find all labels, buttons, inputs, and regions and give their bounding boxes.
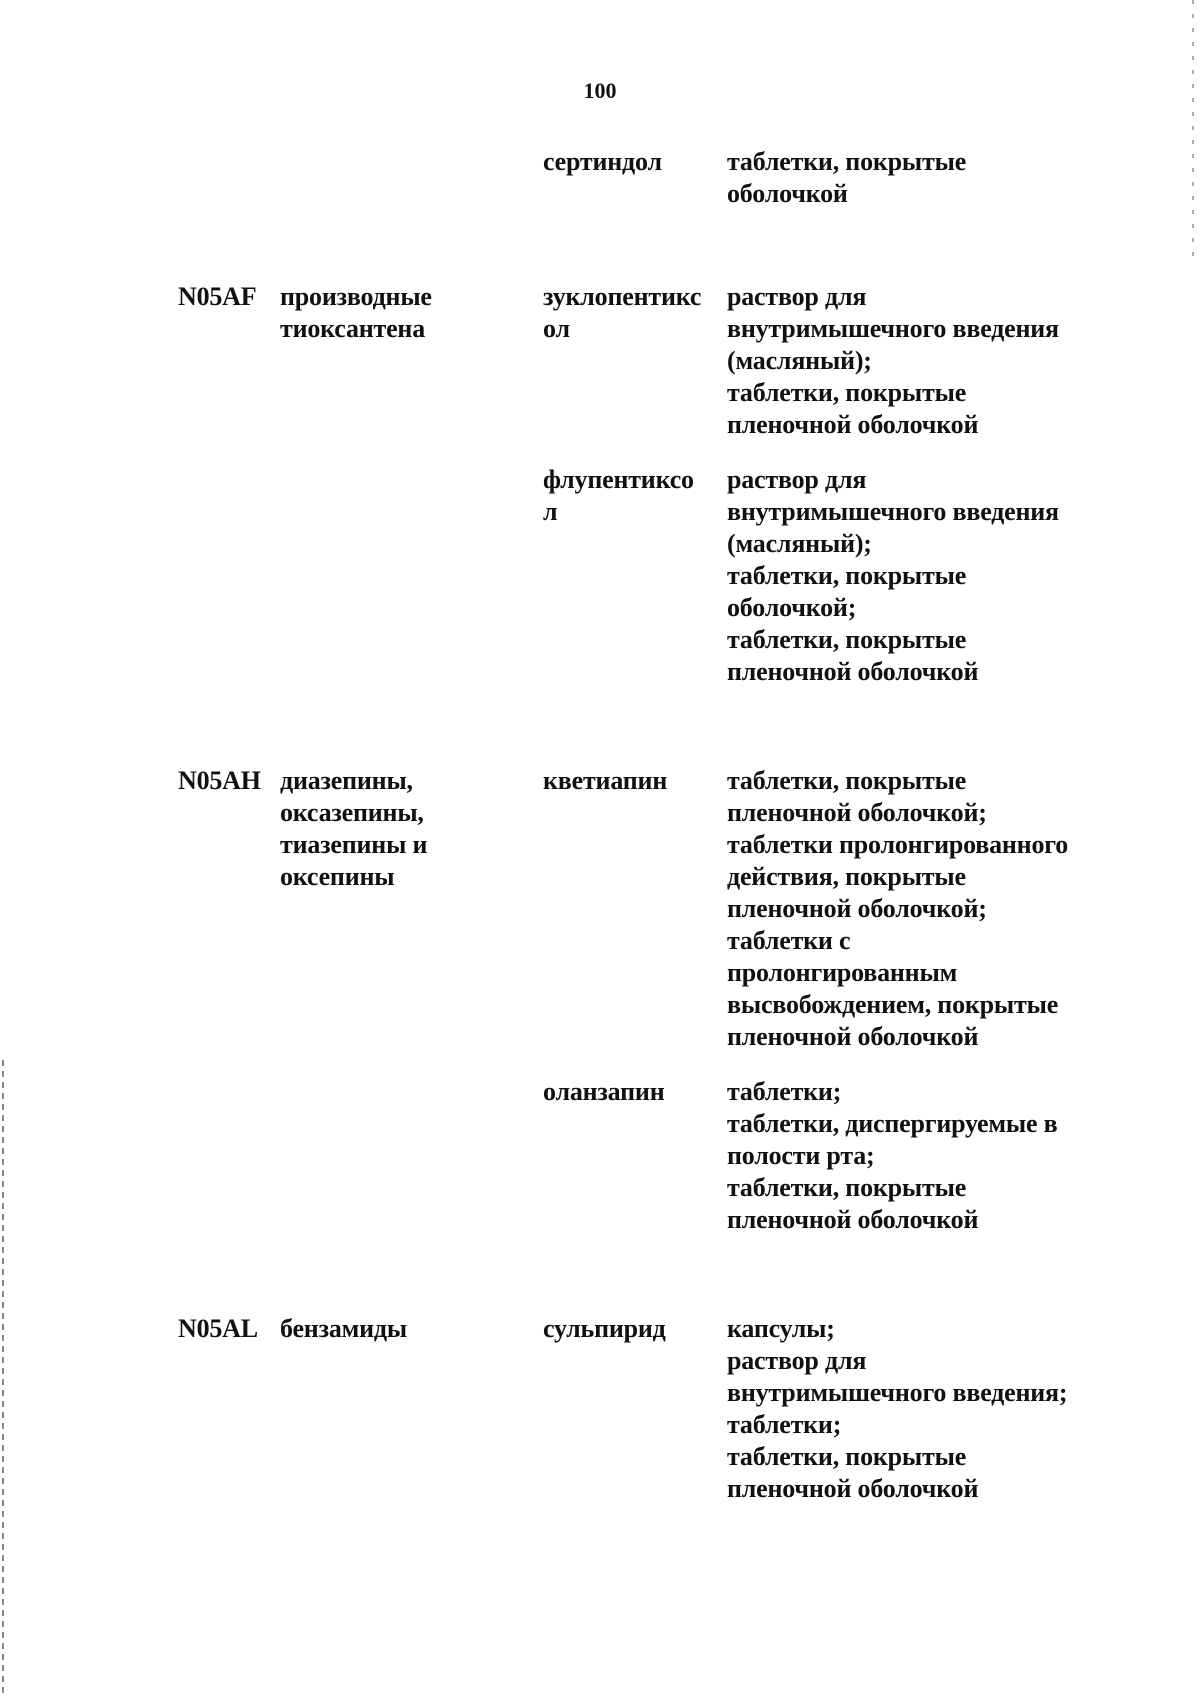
dosage-form: раствор для внутримышечного введения (масляный); таблетки, покрытые пленочной оболочкой xyxy=(727,282,1059,439)
dosage-form: капсулы; раствор для внутримышечного введения; таблетки; таблетки, покрытые пленочной оболочкой xyxy=(727,1314,1068,1503)
atc-group: производные тиоксантена xyxy=(280,282,432,343)
drug-name: оланзапин xyxy=(543,1077,665,1106)
drug-name: кветиапин xyxy=(543,766,668,795)
atc-code: N05AF xyxy=(178,282,257,311)
atc-code: N05AL xyxy=(178,1314,258,1343)
atc-group: бензамиды xyxy=(280,1314,407,1343)
dosage-form: таблетки; таблетки, диспергируемые в полости рта; таблетки, покрытые пленочной оболочкой xyxy=(727,1077,1058,1234)
dosage-form: раствор для внутримышечного введения (масляный); таблетки, покрытые оболочкой; таблетки, покрытые пленочной оболочкой xyxy=(727,465,1059,686)
atc-code: N05AH xyxy=(178,766,261,795)
page-number: 100 xyxy=(583,78,617,103)
dosage-form: таблетки, покрытые оболочкой xyxy=(727,147,967,208)
dosage-form: таблетки, покрытые пленочной оболочкой; таблетки пролонгированного действия, покрытые пленочной оболочкой; таблетки с пролонгированным высвобождением, покрытые пленочной оболочкой xyxy=(727,766,1069,1051)
drug-name: сертиндол xyxy=(543,147,662,176)
atc-group: диазепины, оксазепины, тиазепины и оксепины xyxy=(280,766,428,891)
scan-edge-mark-right xyxy=(1192,0,1194,260)
scan-edge-mark-left xyxy=(2,1060,4,1697)
drug-name: зуклопентикс ол xyxy=(543,282,702,343)
drug-name: сульпирид xyxy=(543,1314,666,1343)
drug-name: флупентиксо л xyxy=(543,465,694,526)
